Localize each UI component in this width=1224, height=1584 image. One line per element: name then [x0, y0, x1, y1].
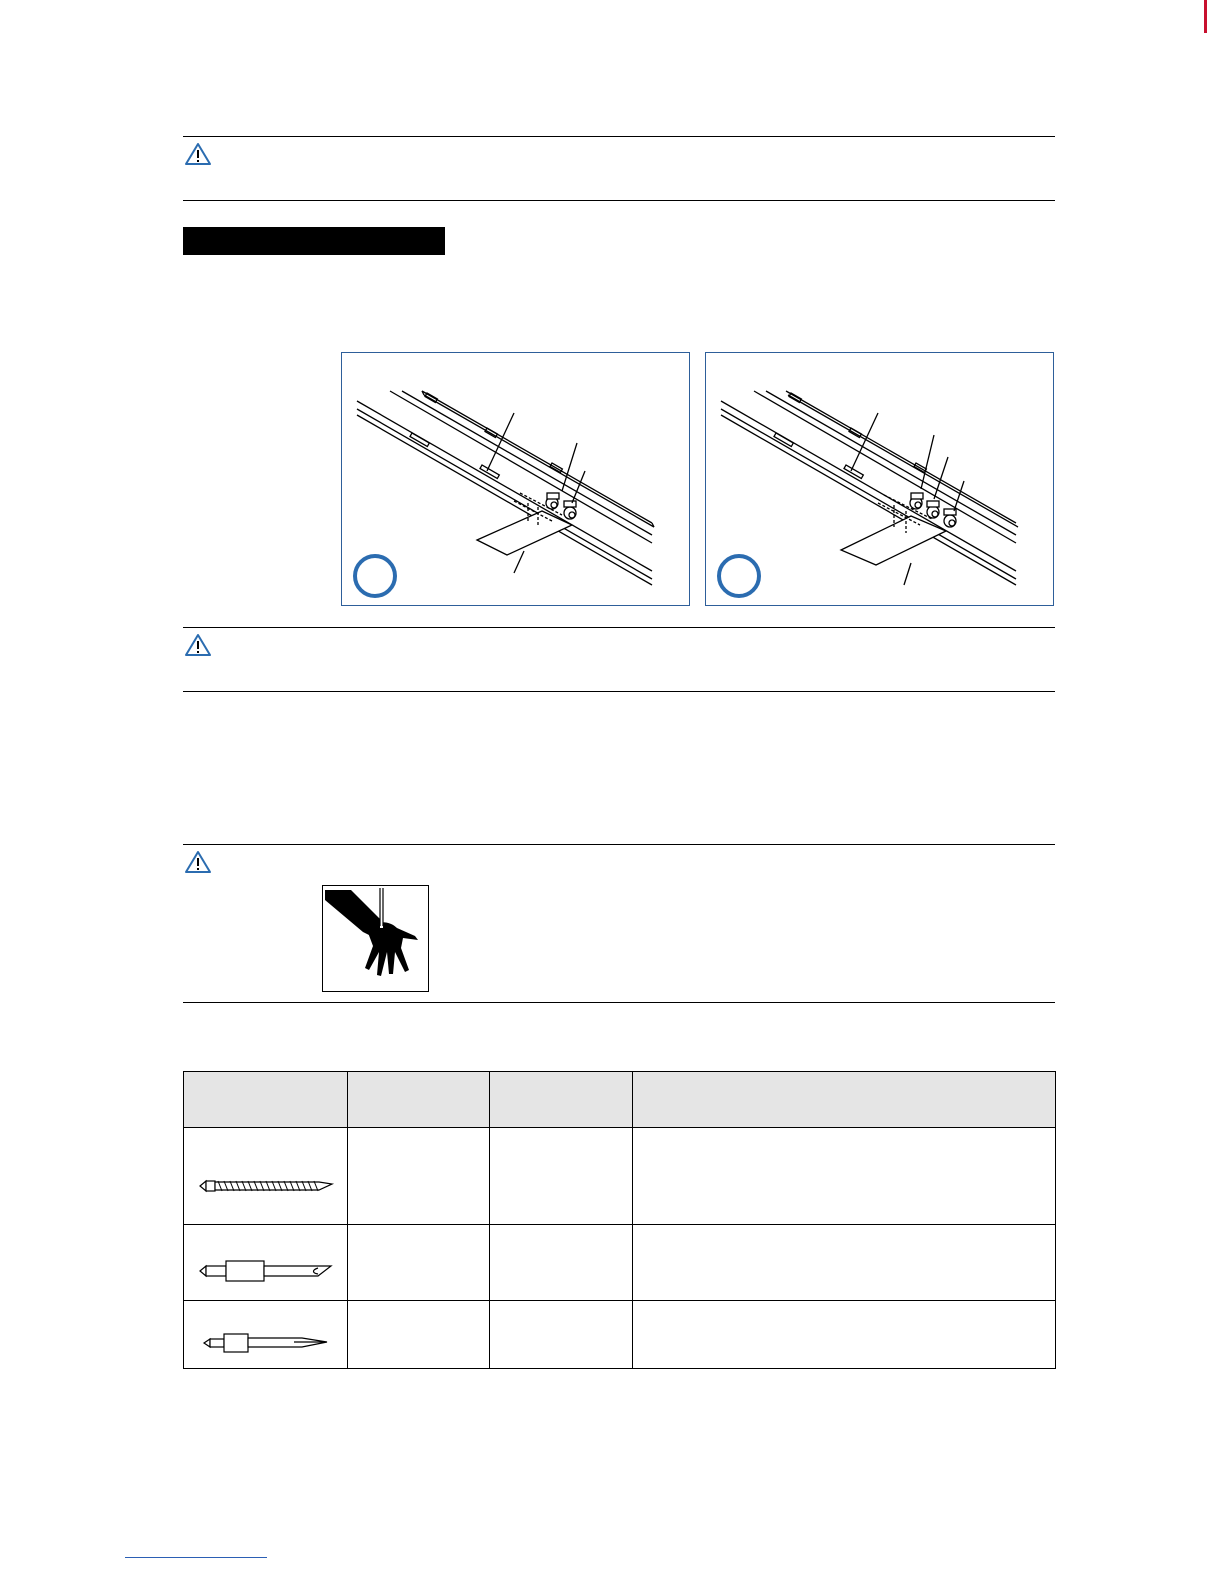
- warning-triangle-icon: [184, 142, 212, 166]
- threaded-blade-holder-icon: [184, 1128, 346, 1221]
- figure-right: [705, 352, 1054, 606]
- table-cell-icon: [184, 1128, 348, 1225]
- table-cell: [632, 1225, 1055, 1301]
- table-cell: [347, 1128, 489, 1225]
- hand-injury-hazard-icon: [322, 885, 429, 992]
- section-heading: [183, 227, 445, 255]
- table-header-cell: [489, 1072, 632, 1128]
- figure-left: [341, 352, 690, 606]
- table-cell-icon: [184, 1225, 348, 1301]
- warning-triangle-icon: [184, 850, 212, 874]
- table-cell: [632, 1128, 1055, 1225]
- standard-blade-icon: [184, 1225, 346, 1297]
- page-edge-marker: [1204, 0, 1207, 33]
- table-cell: [489, 1301, 632, 1369]
- footer-link-underline[interactable]: [125, 1557, 267, 1558]
- warning-triangle-icon: [184, 633, 212, 657]
- table-header-cell: [347, 1072, 489, 1128]
- warning-top-rule: [183, 627, 1055, 628]
- table-header-cell: [184, 1072, 348, 1128]
- table-cell: [489, 1225, 632, 1301]
- table-cell: [347, 1301, 489, 1369]
- figure-marker-circle: [355, 556, 395, 596]
- table-cell-icon: [184, 1301, 348, 1369]
- warning-bottom-rule: [183, 691, 1055, 692]
- warning-bottom-rule: [183, 200, 1055, 201]
- warning-top-rule: [183, 136, 1055, 137]
- table-header-row: [184, 1072, 1056, 1128]
- table-header-cell: [632, 1072, 1055, 1128]
- figure-right-drawing: [706, 353, 1055, 607]
- table-row: [184, 1301, 1056, 1369]
- table-row: [184, 1128, 1056, 1225]
- warning-top-rule: [183, 844, 1055, 845]
- table-row: [184, 1225, 1056, 1301]
- blade-table: [183, 1071, 1056, 1369]
- table-cell: [347, 1225, 489, 1301]
- figure-left-drawing: [342, 353, 691, 607]
- table-cell: [489, 1128, 632, 1225]
- figure-marker-circle: [719, 556, 759, 596]
- table-cell: [632, 1301, 1055, 1369]
- pointed-blade-icon: [184, 1301, 346, 1365]
- warning-bottom-rule: [183, 1002, 1055, 1003]
